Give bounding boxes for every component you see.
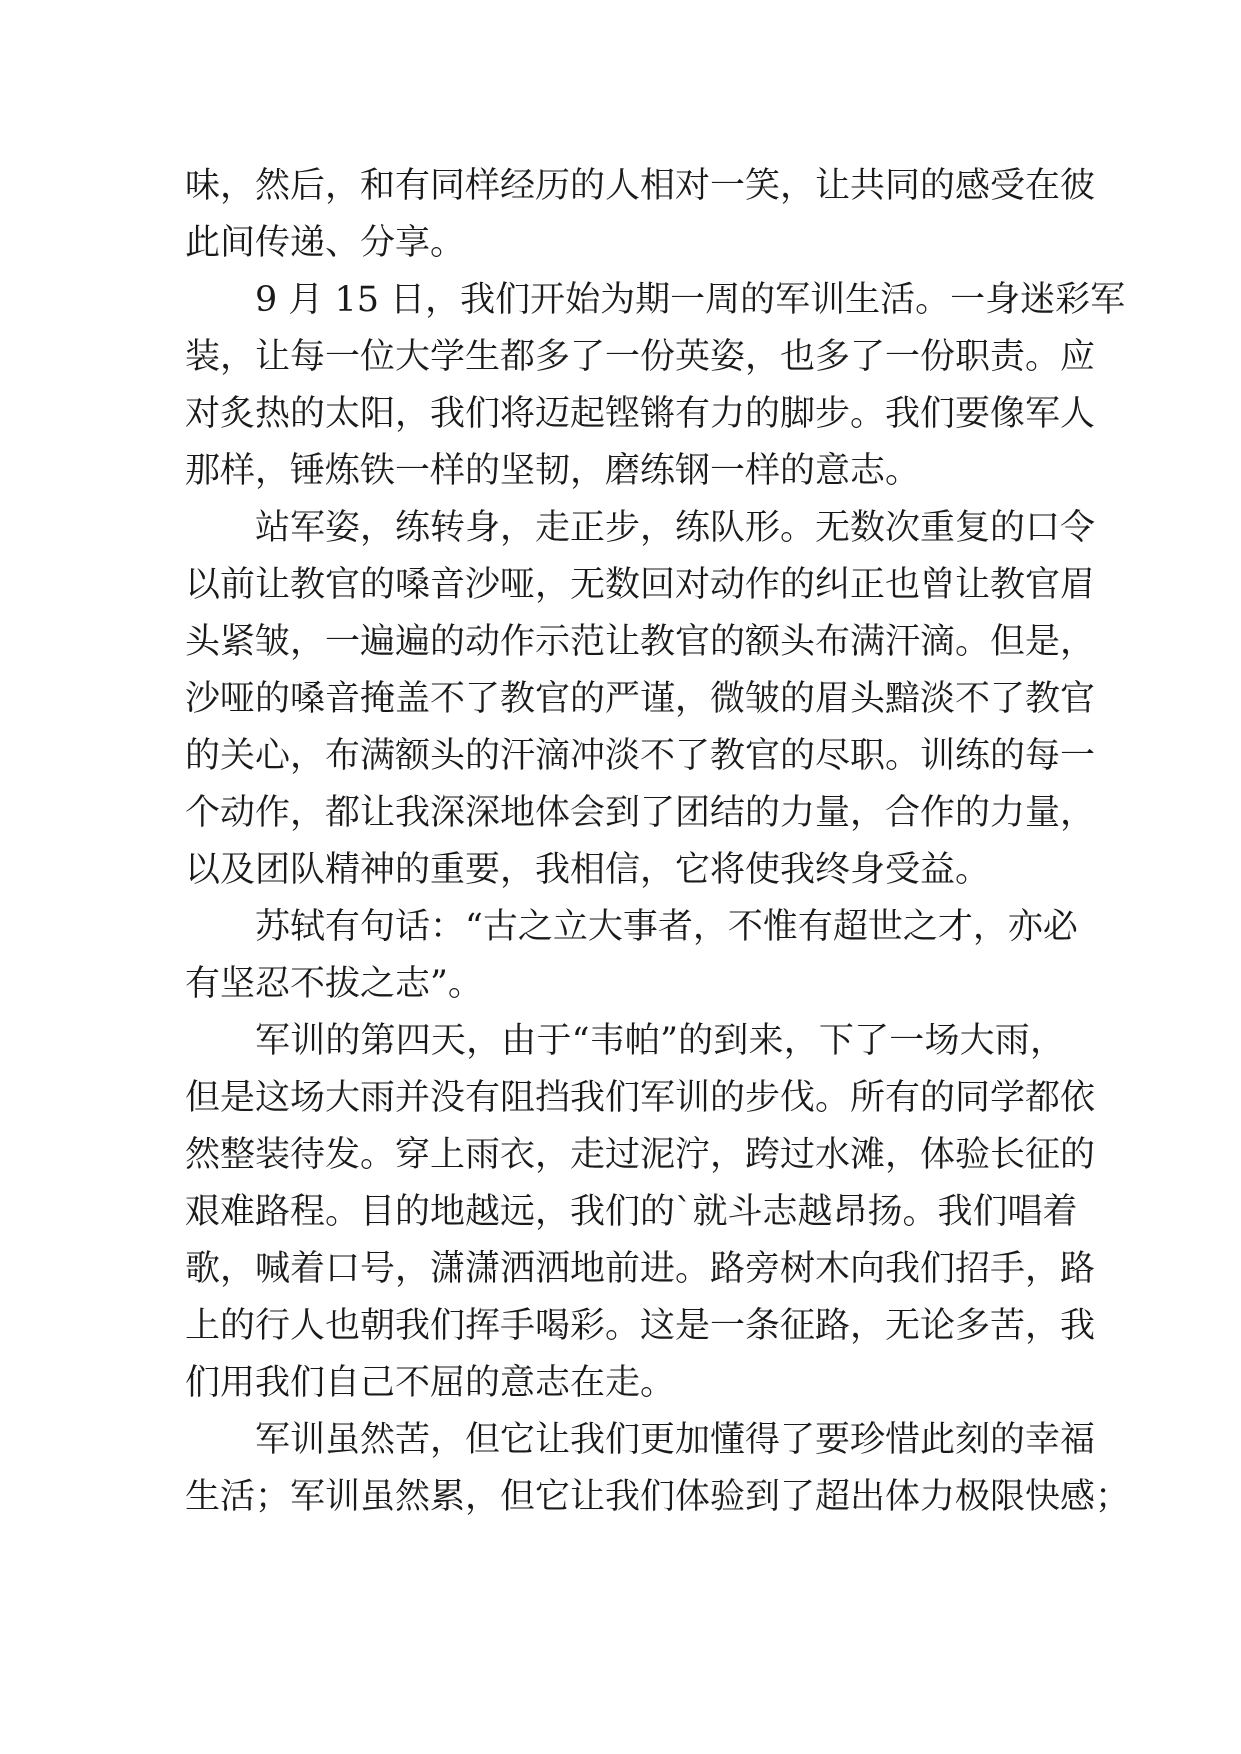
text-line: 此间传递、分享。 bbox=[185, 223, 466, 263]
text-line: 生活；军训虽然累，但它让我们体验到了超出体力极限快感； bbox=[185, 1477, 1131, 1517]
text-line: 个动作，都让我深深地体会到了团结的力量，合作的力量， bbox=[185, 793, 1096, 833]
text-line: 以前让教官的嗓音沙哑，无数回对动作的纠正也曾让教官眉 bbox=[185, 565, 1096, 605]
text-line: 但是这场大雨并没有阻挡我们军训的步伐。所有的同学都依 bbox=[185, 1078, 1096, 1118]
text-line: 味，然后，和有同样经历的人相对一笑，让共同的感受在彼 bbox=[185, 166, 1096, 206]
text-line: 装，让每一位大学生都多了一份英姿，也多了一份职责。应 bbox=[185, 337, 1096, 377]
text-line: 们用我们自己不屈的意志在走。 bbox=[185, 1363, 676, 1403]
text-line: 军训的第四天，由于“韦帕”的到来，下了一场大雨， bbox=[255, 1021, 1065, 1061]
text-line: 上的行人也朝我们挥手喝彩。这是一条征路，无论多苦，我 bbox=[185, 1306, 1096, 1346]
text-line: 歌，喊着口号，潇潇洒洒地前进。路旁树木向我们招手，路 bbox=[185, 1249, 1096, 1289]
text-line: 站军姿，练转身，走正步，练队形。无数次重复的口令 bbox=[255, 508, 1096, 548]
text-line: 那样，锤炼铁一样的坚韧，磨练钢一样的意志。 bbox=[185, 451, 921, 491]
text-line: 9 月 15 日，我们开始为期一周的军训生活。一身迷彩军 bbox=[255, 280, 1126, 320]
text-line: 以及团队精神的重要，我相信，它将使我终身受益。 bbox=[185, 850, 991, 890]
text-line: 头紧皱，一遍遍的动作示范让教官的额头布满汗滴。但是， bbox=[185, 622, 1096, 662]
text-line: 对炙热的太阳，我们将迈起铿锵有力的脚步。我们要像军人 bbox=[185, 394, 1096, 434]
text-line: 然整装待发。穿上雨衣，走过泥泞，跨过水滩，体验长征的 bbox=[185, 1135, 1096, 1175]
text-line: 有坚忍不拔之志”。 bbox=[185, 964, 483, 1004]
body-text bbox=[185, 158, 1131, 1526]
text-line: 艰难路程。目的地越远，我们的`就斗志越昂扬。我们唱着 bbox=[185, 1192, 1078, 1232]
text-line: 的关心，布满额头的汗滴冲淡不了教官的尽职。训练的每一 bbox=[185, 736, 1096, 776]
text-line: 军训虽然苦，但它让我们更加懂得了要珍惜此刻的幸福 bbox=[255, 1420, 1096, 1460]
text-line: 沙哑的嗓音掩盖不了教官的严谨，微皱的眉头黯淡不了教官 bbox=[185, 679, 1096, 719]
text-line: 苏轼有句话：“古之立大事者，不惟有超世之才，亦必 bbox=[255, 907, 1078, 947]
